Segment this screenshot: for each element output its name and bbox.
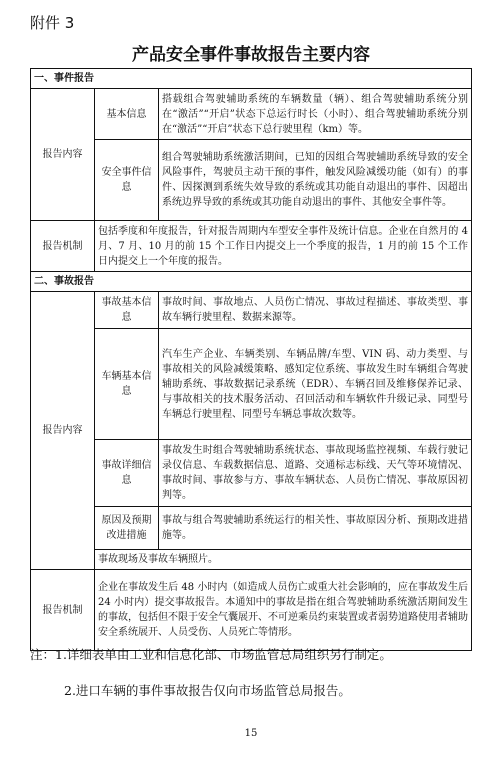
section-header-row: [31, 272, 472, 292]
note-item: 2.进口车辆的事件事故报告仅向市场监管总局报告。: [64, 683, 351, 698]
table-row: [31, 507, 472, 550]
note-item: 注：1.详细表单由工业和信息化部、市场监管总局组织另行制定。: [30, 647, 392, 662]
row-content-safety-event-info: 组合驾驶辅助系统激活期间，已知的因组合驾驶辅助系统导致的安全风险事件，驾驶员主动干预的事件，触发风险减缓功能（如有）的事件、因探测到系统失效导致的系统或其功能自动退出的事件、因超出系统边界导致的系统或其功能自动退出的事件、其他安全事件等。: [159, 140, 472, 221]
section2-mechanism-label: 报告机制: [31, 570, 95, 651]
row-label-cause-and-improvement: 原因及预期改进措施: [95, 507, 159, 550]
table-row: [31, 440, 472, 507]
section-header-row: [31, 69, 472, 89]
row-content-accident-basic-info: 事故时间、事故地点、人员伤亡情况、事故过程描述、事故类型、事故车辆行驶里程、数据来源等。: [159, 292, 472, 329]
section1-report-content-label: 报告内容: [31, 89, 95, 221]
row-label-basic-info: 基本信息: [95, 89, 159, 140]
table-row: [31, 570, 472, 651]
table-row: [31, 89, 472, 140]
table-row: [31, 221, 472, 272]
row-content-accident-detail-info: 事故发生时组合驾驶辅助系统状态、事故现场监控视频、车载行驶记录仪信息、车载数据信息、道路、交通标志标线、天气等环境情况、事故时间、事故参与方、事故车辆状态、人员伤亡情况、事故原因初判等。: [159, 440, 472, 507]
row-label-vehicle-basic-info: 车辆基本信息: [95, 329, 159, 440]
row-label-accident-basic-info: 事故基本信息: [95, 292, 159, 329]
row-content-basic-info: 搭载组合驾驶辅助系统的车辆数量（辆）、组合驾驶辅助系统分别在“激活”“开启”状态下总运行时长（小时）、组合驾驶辅助系统分别在“激活”“开启”状态下总行驶里程（km）等。: [159, 89, 472, 140]
section1-mechanism-content: 包括季度和年度报告，针对报告周期内车型安全事件及统计信息。企业在自然月的 4 月、7 月、10 月的前 15 个工作日内提交上一个季度的报告，1 月的前 15 个工作日内提交上一个年度的报告。: [95, 221, 472, 272]
row-content-vehicle-basic-info: 汽车生产企业、车辆类别、车辆品牌/车型、VIN 码、动力类型、与事故相关的风险减缓策略、感知定位系统、事故发生时车辆组合驾驶辅助系统、事故数据记录系统（EDR）、车辆召回及维修保养记录、与事故相关的技术服务活动、召回活动和车辆软件升级记录、同型号车辆总行驶里程、同型号车辆总事故次数等。: [159, 329, 472, 440]
section1-header: 一、事件报告: [31, 69, 472, 89]
section1-mechanism-label: 报告机制: [31, 221, 95, 272]
table-row: [31, 292, 472, 329]
table-row: [31, 550, 472, 570]
report-table: [30, 68, 472, 651]
table-row: [31, 140, 472, 221]
section2-mechanism-content: 企业在事故发生后 48 小时内（如造成人员伤亡或重大社会影响的，应在事故发生后 24 小时内）提交事故报告。本通知中的事故是指在组合驾驶辅助系统激活期间发生的事故，包括但不限于安全气囊展开、不可逆乘员约束装置或者弱势道路使用者辅助安全系统展开、人员受伤、人员死亡等情形。: [95, 570, 472, 651]
page-title: 产品安全事件事故报告主要内容: [132, 45, 370, 65]
row-label-safety-event-info: 安全事件信息: [95, 140, 159, 221]
row-content-cause-and-improvement: 事故与组合驾驶辅助系统运行的相关性、事故原因分析、预期改进措施等。: [159, 507, 472, 550]
page-number: 15: [244, 728, 258, 739]
section2-report-content-label: 报告内容: [31, 292, 95, 570]
row-content-photos: 事故现场及事故车辆照片。: [95, 550, 472, 570]
attachment-label: 附件 3: [30, 14, 75, 32]
table-row: [31, 329, 472, 440]
section2-header: 二、事故报告: [31, 272, 472, 292]
row-label-accident-detail-info: 事故详细信息: [95, 440, 159, 507]
